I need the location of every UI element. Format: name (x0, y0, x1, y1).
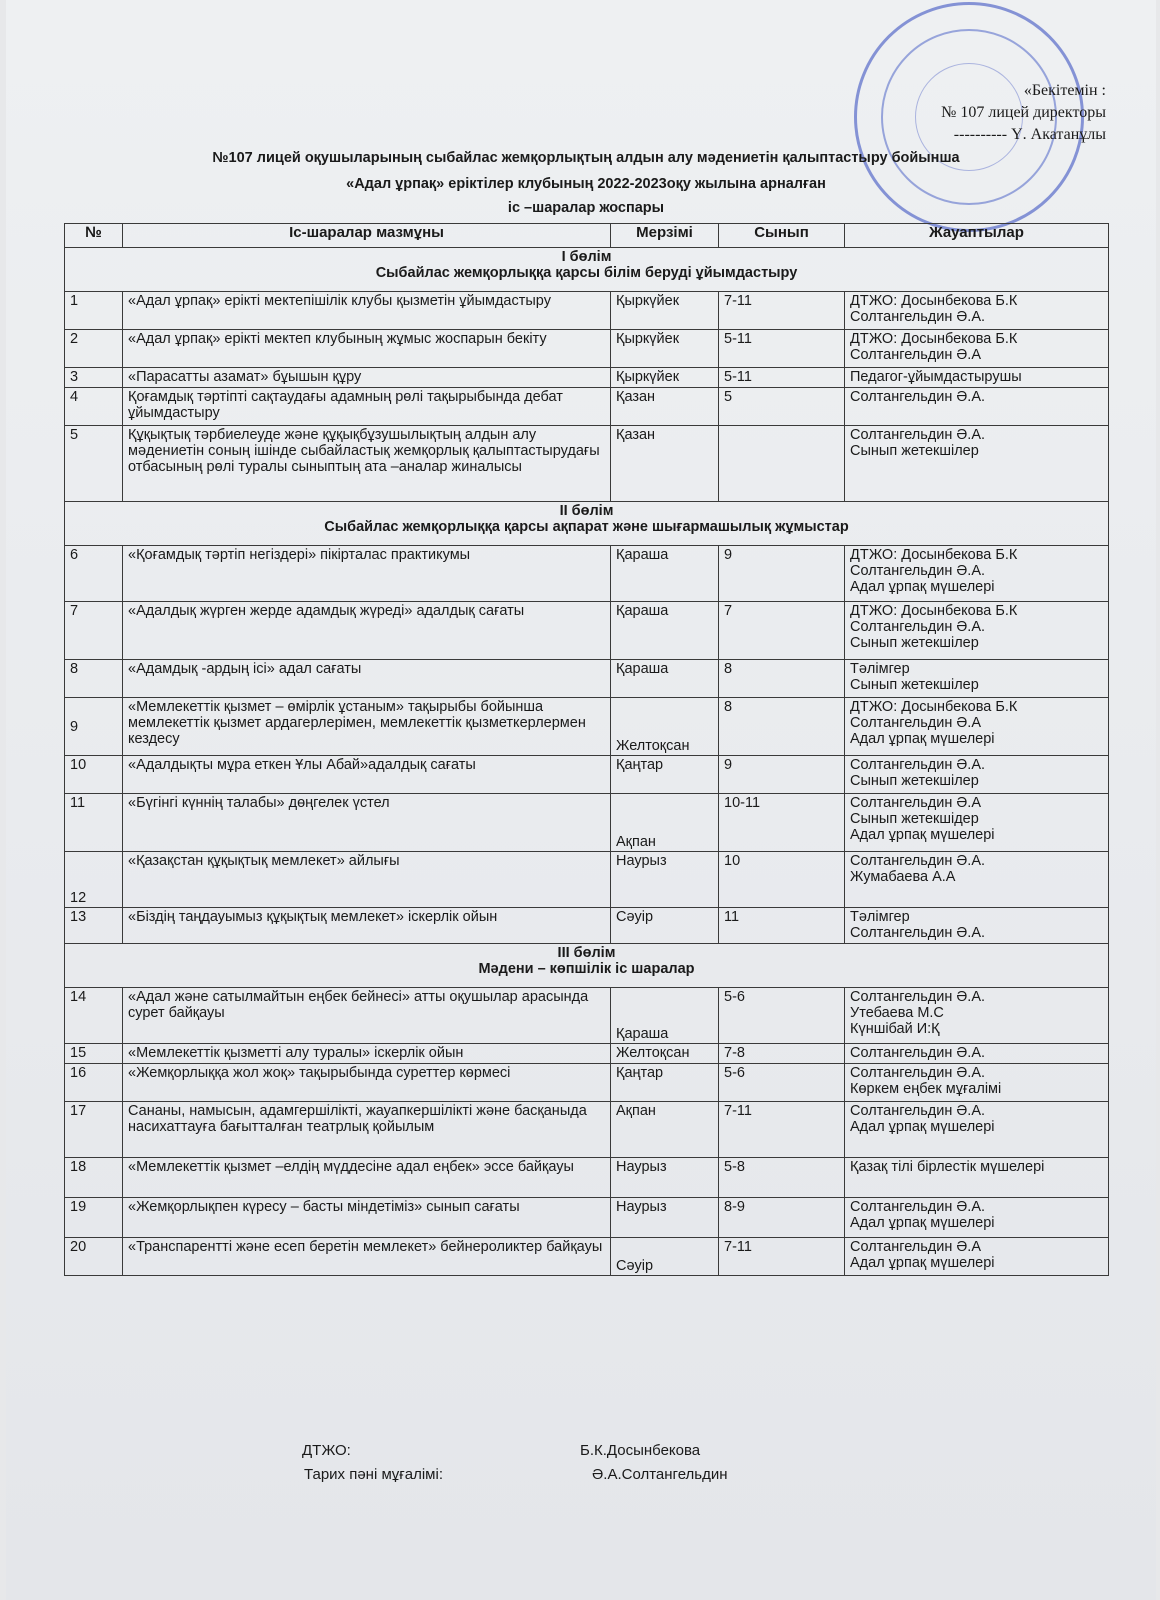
row-grade: 5-6 (719, 988, 845, 1044)
row-number: 6 (65, 546, 123, 602)
row-number: 16 (65, 1064, 123, 1102)
row-content: Сананы, намысын, адамгершілікті, жауапкершілікті және басқаныда насихаттауға бағытталған театрлық қойылым (123, 1102, 611, 1158)
section-number: ІІ бөлім (559, 503, 614, 519)
section-title: Сыбайлас жемқорлыққа қарсы ақпарат және шығармашылық жұмыстар (324, 519, 849, 535)
row-responsible: Тәлімгер Сынып жетекшілер (845, 660, 1109, 698)
row-responsible: Солтангельдин Ә.А. Адал ұрпақ мүшелері (845, 1102, 1109, 1158)
section-header (65, 248, 1109, 292)
row-responsible: Солтангельдин Ә.А. Жумабаева А.А (845, 852, 1109, 908)
section-title: Мәдени – көпшілік іс шаралар (478, 961, 695, 977)
row-grade: 5-11 (719, 330, 845, 368)
row-responsible: Солтангельдин Ә.А. Көркем еңбек мұғалімі (845, 1064, 1109, 1102)
row-content: «Адал ұрпақ» ерікті мектепішілік клубы қызметін ұйымдастыру (123, 292, 611, 330)
header-responsible: Жауаптылар (845, 224, 1109, 248)
row-content: «Жемқорлықпен күресу – басты міндетіміз» сынып сағаты (123, 1198, 611, 1238)
row-number: 13 (65, 908, 123, 944)
signature-role-2: Тарих пәні мұғалімі: (304, 1466, 443, 1483)
row-content: «Қазақстан құқықтық мемлекет» айлығы (123, 852, 611, 908)
approval-line-1: «Бекітемін : (1023, 82, 1106, 99)
row-date: Желтоқсан (611, 1044, 719, 1064)
header-number: № (65, 224, 123, 248)
row-content: «Адал ұрпақ» ерікті мектеп клубының жұмыс жоспарын бекіту (123, 330, 611, 368)
section-row (65, 944, 1109, 988)
row-responsible: Солтангельдин Ә.А. Сынып жетекшілер (845, 756, 1109, 794)
table-row (65, 698, 1109, 756)
table-row (65, 756, 1109, 794)
row-grade: 7-11 (719, 1102, 845, 1158)
row-date: Наурыз (611, 1198, 719, 1238)
row-number: 4 (65, 388, 123, 426)
plan-table (64, 223, 1109, 1276)
row-responsible: Солтангельдин Ә.А. (845, 388, 1109, 426)
table-row (65, 852, 1109, 908)
row-responsible: Солтангельдин Ә.А Адал ұрпақ мүшелері (845, 1238, 1109, 1276)
row-grade: 5-6 (719, 1064, 845, 1102)
row-number: 15 (65, 1044, 123, 1064)
signature-name-1: Б.К.Досынбекова (580, 1442, 701, 1459)
section-number: І бөлім (561, 249, 612, 265)
table-row (65, 388, 1109, 426)
row-date: Қаңтар (611, 1064, 719, 1102)
row-content: «Мемлекеттік қызметті алу туралы» іскерлік ойын (123, 1044, 611, 1064)
table-row (65, 602, 1109, 660)
table-row (65, 1198, 1109, 1238)
row-content: «Қоғамдық тәртіп негіздері» пікірталас практикумы (123, 546, 611, 602)
table-row (65, 546, 1109, 602)
row-responsible: Солтангельдин Ә.А. Утебаева М.С Күншібай И:Қ (845, 988, 1109, 1044)
row-date: Қыркүйек (611, 292, 719, 330)
table-row (65, 988, 1109, 1044)
title-line-3: іс –шаралар жоспары (507, 200, 665, 216)
row-responsible: Педагог-ұйымдастырушы (845, 368, 1109, 388)
row-content: «Адалдықты мұра еткен Ұлы Абай»адалдық сағаты (123, 756, 611, 794)
header-content: Іс-шаралар мазмұны (123, 224, 611, 248)
row-number: 17 (65, 1102, 123, 1158)
table-row (65, 1158, 1109, 1198)
section-number: ІІІ бөлім (557, 945, 616, 961)
row-responsible: Солтангельдин Ә.А. Адал ұрпақ мүшелері (845, 1198, 1109, 1238)
row-number: 11 (65, 794, 123, 852)
row-date: Қараша (611, 546, 719, 602)
row-grade: 8 (719, 698, 845, 756)
row-number: 18 (65, 1158, 123, 1198)
row-responsible: ДТЖО: Досынбекова Б.К Солтангельдин Ә.А. (845, 292, 1109, 330)
row-grade: 5-11 (719, 368, 845, 388)
row-number: 7 (65, 602, 123, 660)
row-number: 10 (65, 756, 123, 794)
row-date: Сәуір (611, 908, 719, 944)
row-grade: 8 (719, 660, 845, 698)
row-content: «Транспарентті және есеп беретін мемлекет» бейнероликтер байқауы (123, 1238, 611, 1276)
row-number: 14 (65, 988, 123, 1044)
table-row (65, 1102, 1109, 1158)
row-responsible: Солтангельдин Ә.А Сынып жетекшідер Адал ұрпақ мүшелері (845, 794, 1109, 852)
row-grade: 10-11 (719, 794, 845, 852)
row-content: «Адамдық -ардың ісі» адал сағаты (123, 660, 611, 698)
row-grade: 5 (719, 388, 845, 426)
row-responsible: Тәлімгер Солтангельдин Ә.А. (845, 908, 1109, 944)
section-row (65, 502, 1109, 546)
row-content: «Адалдық жүрген жерде адамдық жүреді» адалдық сағаты (123, 602, 611, 660)
row-date: Сәуір (611, 1238, 719, 1276)
section-header (65, 502, 1109, 546)
table-row (65, 1064, 1109, 1102)
row-responsible: ДТЖО: Досынбекова Б.К Солтангельдин Ә.А. Сынып жетекшілер (845, 602, 1109, 660)
row-number: 3 (65, 368, 123, 388)
row-date: Қыркүйек (611, 330, 719, 368)
row-grade: 9 (719, 756, 845, 794)
row-grade: 11 (719, 908, 845, 944)
row-responsible: ДТЖО: Досынбекова Б.К Солтангельдин Ә.А (845, 330, 1109, 368)
title-line-1: №107 лицей оқушыларының сыбайлас жемқорлықтың алдын алу мәдениетін қалыптастыру бойынша (212, 150, 960, 166)
row-content: «Адал және сатылмайтын еңбек бейнесі» атты оқушылар арасында сурет байқауы (123, 988, 611, 1044)
row-date: Наурыз (611, 852, 719, 908)
table-row (65, 292, 1109, 330)
row-responsible: Қазақ тілі бірлестік мүшелері (845, 1158, 1109, 1198)
row-grade: 8-9 (719, 1198, 845, 1238)
section-header (65, 944, 1109, 988)
table-row (65, 794, 1109, 852)
row-date: Қараша (611, 988, 719, 1044)
row-date: Қаңтар (611, 756, 719, 794)
header-date: Мерзімі (611, 224, 719, 248)
row-date: Қазан (611, 426, 719, 502)
row-responsible: ДТЖО: Досынбекова Б.К Солтангельдин Ә.А. Адал ұрпақ мүшелері (845, 546, 1109, 602)
row-content: Құқықтық тәрбиелеуде және құқықбұзушылықтың алдын алу мәдениетін соның ішінде сыбайластық жемқорлық қалыптастырудағы отбасының рөлі туралы сыныптың ата –аналар жиналысы (123, 426, 611, 502)
row-responsible: Солтангельдин Ә.А. Сынып жетекшілер (845, 426, 1109, 502)
row-grade: 7 (719, 602, 845, 660)
signature-name-2: Ә.А.Солтангельдин (592, 1466, 728, 1483)
row-content: «Мемлекеттік қызмет – өмірлік ұстаным» тақырыбы бойынша мемлекеттік қызмет ардагерлерімен, мемлекеттік қызметкерлермен кездесу (123, 698, 611, 756)
table-row (65, 368, 1109, 388)
row-content: «Мемлекеттік қызмет –елдің мүддесіне адал еңбек» эссе байқауы (123, 1158, 611, 1198)
row-date: Қараша (611, 660, 719, 698)
row-grade: 10 (719, 852, 845, 908)
row-number: 1 (65, 292, 123, 330)
table-row (65, 426, 1109, 502)
row-content: «Парасатты азамат» бұышын құру (123, 368, 611, 388)
row-number: 20 (65, 1238, 123, 1276)
document-page (6, 0, 1156, 1600)
approval-line-3: ---------- Ү. Акатанұлы (953, 126, 1106, 143)
table-row (65, 660, 1109, 698)
approval-block (941, 80, 1106, 146)
row-date: Қыркүйек (611, 368, 719, 388)
row-number: 19 (65, 1198, 123, 1238)
plan-table-body (65, 248, 1109, 1276)
row-date: Қараша (611, 602, 719, 660)
row-content: «Жемқорлыққа жол жоқ» тақырыбында суреттер көрмесі (123, 1064, 611, 1102)
table-row (65, 908, 1109, 944)
row-date: Ақпан (611, 1102, 719, 1158)
row-date: Наурыз (611, 1158, 719, 1198)
row-grade: 7-8 (719, 1044, 845, 1064)
table-row (65, 1044, 1109, 1064)
row-number: 2 (65, 330, 123, 368)
header-grade: Сынып (719, 224, 845, 248)
title-line-2: «Адал ұрпақ» еріктілер клубының 2022-2023оқу жылына арналған (346, 176, 826, 192)
row-grade: 7-11 (719, 292, 845, 330)
row-grade: 5-8 (719, 1158, 845, 1198)
section-row (65, 248, 1109, 292)
row-grade: 9 (719, 546, 845, 602)
signature-role-1: ДТЖО: (302, 1442, 351, 1459)
table-header-row (65, 224, 1109, 248)
table-row (65, 1238, 1109, 1276)
row-content: «Бүгінгі күннің талабы» дөңгелек үстел (123, 794, 611, 852)
row-number: 5 (65, 426, 123, 502)
row-grade: 7-11 (719, 1238, 845, 1276)
row-date: Ақпан (611, 794, 719, 852)
approval-line-2: № 107 лицей директоры (941, 104, 1106, 121)
row-number: 8 (65, 660, 123, 698)
row-date: Қазан (611, 388, 719, 426)
row-number: 12 (65, 852, 123, 908)
row-date: Желтоқсан (611, 698, 719, 756)
row-responsible: Солтангельдин Ә.А. (845, 1044, 1109, 1064)
row-content: Қоғамдық тәртіпті сақтаудағы адамның рөлі тақырыбында дебат ұйымдастыру (123, 388, 611, 426)
row-grade (719, 426, 845, 502)
row-responsible: ДТЖО: Досынбекова Б.К Солтангельдин Ә.А Адал ұрпақ мүшелері (845, 698, 1109, 756)
section-title: Сыбайлас жемқорлыққа қарсы білім беруді ұйымдастыру (375, 265, 798, 281)
row-content: «Біздің таңдауымыз құқықтық мемлекет» іскерлік ойын (123, 908, 611, 944)
table-row (65, 330, 1109, 368)
row-number: 9 (65, 698, 123, 756)
